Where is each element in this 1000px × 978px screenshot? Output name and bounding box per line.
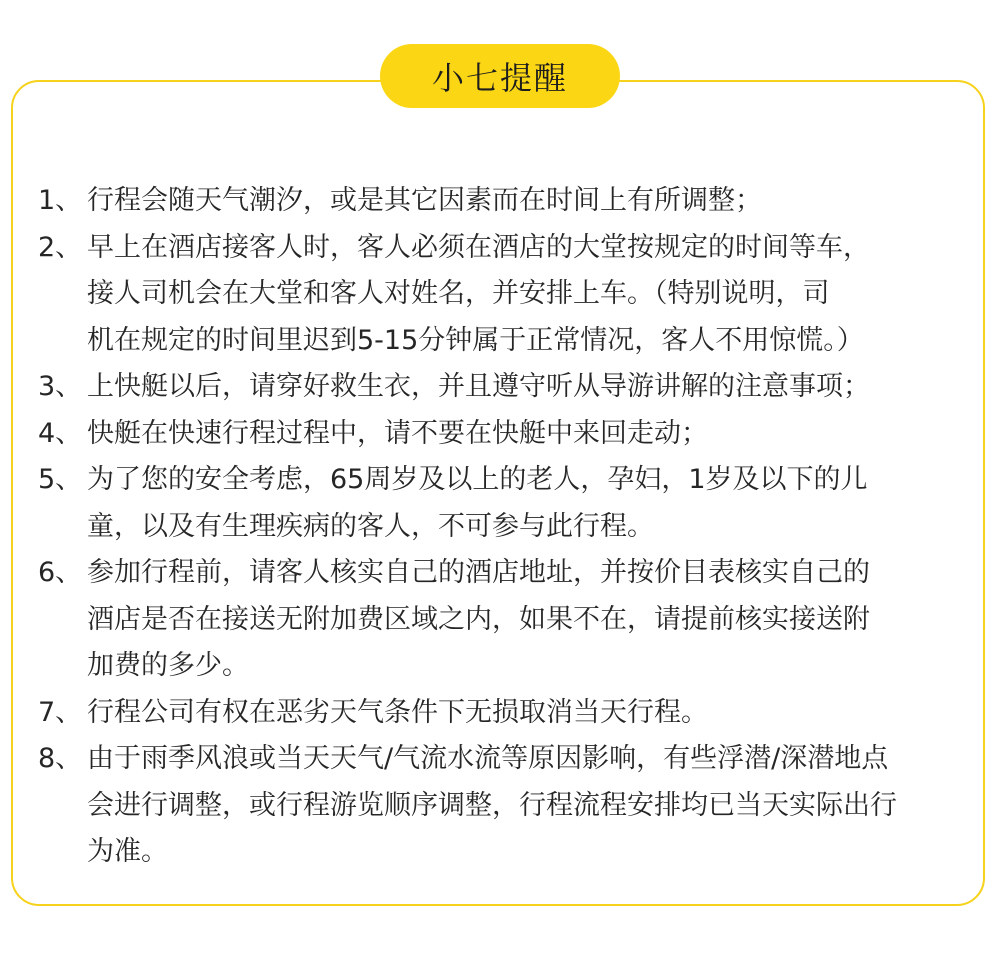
item-text: 由于雨季风浪或当天天气/气流水流等原因影响，有些浮潜/深潜地点 bbox=[87, 743, 889, 774]
item-number: 7、 bbox=[38, 696, 83, 728]
item-number: 5、 bbox=[38, 464, 83, 495]
item-number: 1、 bbox=[38, 185, 83, 216]
item-number: 3、 bbox=[38, 371, 83, 402]
item-text: 上快艇以后，请穿好救生衣，并且遵守听从导游讲解的注意事项； bbox=[87, 371, 870, 402]
notice-title: 小七提醒 bbox=[380, 44, 620, 108]
list-item-2 bbox=[38, 225, 973, 365]
list-item-1 bbox=[38, 178, 973, 225]
list-item-8 bbox=[38, 736, 973, 876]
item-text: 接人司机会在大堂和客人对姓名，并安排上车。（特别说明，司 bbox=[87, 278, 830, 309]
item-text: 行程会随天气潮汐，或是其它因素而在时间上有所调整； bbox=[87, 185, 762, 216]
item-text: 为准。 bbox=[87, 836, 168, 867]
list-item-3 bbox=[38, 364, 973, 411]
notice-list bbox=[38, 178, 973, 876]
item-text: 快艇在快速行程过程中，请不要在快艇中来回走动； bbox=[87, 417, 708, 449]
list-item-5 bbox=[38, 457, 973, 550]
item-text: 行程公司有权在恶劣天气条件下无损取消当天行程。 bbox=[87, 696, 708, 728]
item-text: 早上在酒店接客人时，客人必须在酒店的大堂按规定的时间等车， bbox=[87, 231, 870, 263]
item-number: 6、 bbox=[38, 557, 83, 588]
item-number: 8、 bbox=[38, 743, 83, 774]
item-text: 为了您的安全考虑，65周岁及以上的老人，孕妇，1岁及以下的儿 bbox=[87, 464, 868, 495]
list-item-4 bbox=[38, 411, 973, 458]
item-text: 童，以及有生理疾病的客人，不可参与此行程。 bbox=[87, 510, 654, 542]
item-text: 会进行调整，或行程游览顺序调整，行程流程安排均已当天实际出行 bbox=[87, 789, 897, 821]
item-text: 酒店是否在接送无附加费区域之内，如果不在，请提前核实接送附 bbox=[87, 603, 870, 635]
list-item-6 bbox=[38, 550, 973, 690]
item-text: 加费的多少。 bbox=[87, 650, 249, 681]
item-number: 4、 bbox=[38, 417, 83, 449]
item-text: 参加行程前，请客人核实自己的酒店地址，并按价目表核实自己的 bbox=[87, 557, 870, 588]
item-text: 机在规定的时间里迟到5-15分钟属于正常情况，客人不用惊慌。） bbox=[87, 324, 864, 356]
list-item-7 bbox=[38, 690, 973, 737]
item-number: 2、 bbox=[38, 231, 83, 263]
